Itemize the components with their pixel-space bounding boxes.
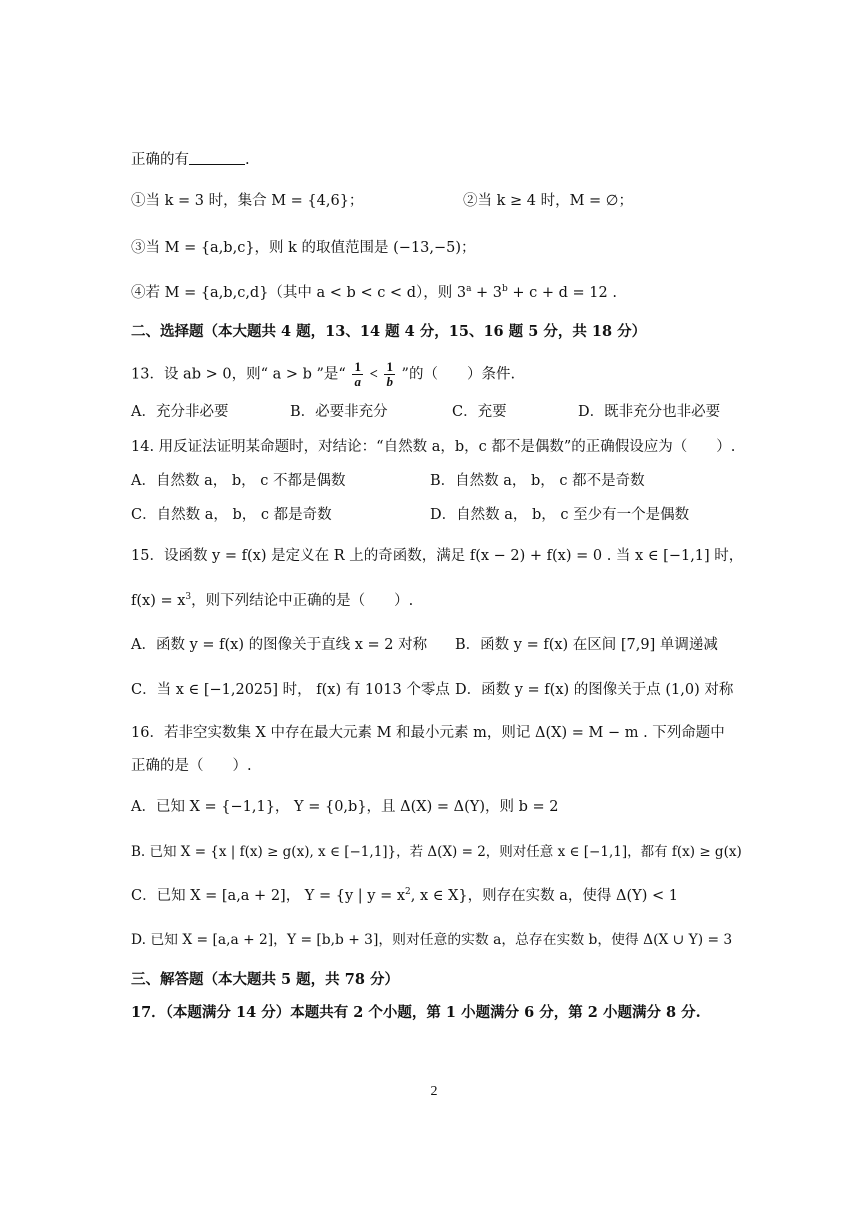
- q16-stem-line-1: 16．若非空实数集 X 中存在最大元素 M 和最小元素 m，则记 Δ(X) = M − m . 下列命题中: [131, 725, 725, 741]
- q16-option-b[interactable]: B. 已知 X = {x | f(x) ≥ g(x), x ∈ [−1,1]}，若 Δ(X) = 2，则对任意 x ∈ [−1,1]，都有 f(x) ≥ g(x): [131, 844, 742, 860]
- section-3-heading: 三、解答题（本大题共 5 题，共 78 分）: [131, 971, 399, 988]
- q14-option-d[interactable]: D．自然数 a， b， c 至少有一个是偶数: [430, 507, 690, 523]
- q13-stem: 13．设 ab > 0，则“ a > b ”是“ $\frac{1}{a}$ < $\frac{1}{b}$ ”的（ ）条件.: [131, 359, 516, 389]
- q12-statement-1: ①当 k = 3 时，集合 M = {4,6}；: [131, 193, 364, 209]
- fraction-1-over-a: $\frac{1}{a}$: [354, 359, 361, 389]
- section-2-heading: 二、选择题（本大题共 4 题，13、14 题 4 分，15、16 题 5 分，共 18 分）: [131, 323, 647, 340]
- q16-option-c[interactable]: C．已知 X = [a,a + 2]， Y = {y | $y = x^2$, x ∈ X}，则存在实数 a，使得 Δ(Y) < 1: [131, 887, 678, 904]
- q16-option-a[interactable]: A．已知 X = {−1,1}， Y = {0,b}，且 Δ(X) = Δ(Y)，则 b = 2: [131, 799, 559, 815]
- q12-statement-2: ②当 k ≥ 4 时，M = ∅；: [463, 193, 633, 209]
- answer-blank[interactable]: [189, 150, 245, 165]
- q15-option-b[interactable]: B．函数 y = f(x) 在区间 [7,9] 单调递减: [455, 637, 718, 653]
- q15-option-c[interactable]: C．当 x ∈ [−1,2025] 时， f(x) 有 1013 个零点: [131, 682, 450, 698]
- q15-stem-line-2: $f(x) = x^3$，则下列结论中正确的是（ ）.: [131, 592, 414, 609]
- q15-stem-line-1: 15．设函数 y = f(x) 是定义在 R 上的奇函数，满足 f(x − 2) + f(x) = 0 . 当 x ∈ [−1,1] 时，: [131, 548, 744, 564]
- q12-tail: 正确的有 .: [131, 152, 250, 168]
- q12-statement-3: ③当 M = {a,b,c}，则 k 的取值范围是 (−13,−5)；: [131, 240, 476, 256]
- fraction-1-over-b: $\frac{1}{b}$: [386, 359, 393, 389]
- q13-option-a[interactable]: A．充分非必要: [131, 404, 229, 420]
- q14-stem: 14. 用反证法证明某命题时，对结论：“自然数 a，b，c 都不是偶数”的正确假设应为（ ）.: [131, 439, 736, 455]
- q16-stem-line-2: 正确的是（ ）.: [131, 758, 252, 774]
- q14-option-c[interactable]: C．自然数 a， b， c 都是奇数: [131, 507, 332, 523]
- q15-option-a[interactable]: A．函数 y = f(x) 的图像关于直线 x = 2 对称: [131, 637, 428, 653]
- q13-option-b[interactable]: B．必要非充分: [290, 404, 388, 420]
- q14-option-a[interactable]: A．自然数 a， b， c 不都是偶数: [131, 473, 346, 489]
- page-number: 2: [430, 1084, 438, 1099]
- q16-option-d[interactable]: D. 已知 X = [a,a + 2]，Y = [b,b + 3]，则对任意的实数 a，总存在实数 b，使得 Δ(X ∪ Y) = 3: [131, 932, 733, 948]
- q13-option-d[interactable]: D．既非充分也非必要: [578, 404, 721, 420]
- q15-option-d[interactable]: D．函数 y = f(x) 的图像关于点 (1,0) 对称: [455, 682, 734, 698]
- q17-heading: 17．（本题满分 14 分）本题共有 2 个小题，第 1 小题满分 6 分，第 2 小题满分 8 分.: [131, 1004, 701, 1021]
- q14-option-b[interactable]: B．自然数 a， b， c 都不是奇数: [430, 473, 645, 489]
- q12-statement-4: ④若 M = {a,b,c,d}（其中 a < b < c < d），则 $3^a + 3^b + c + d = 12$ .: [131, 284, 617, 301]
- q13-option-c[interactable]: C．充要: [452, 404, 507, 420]
